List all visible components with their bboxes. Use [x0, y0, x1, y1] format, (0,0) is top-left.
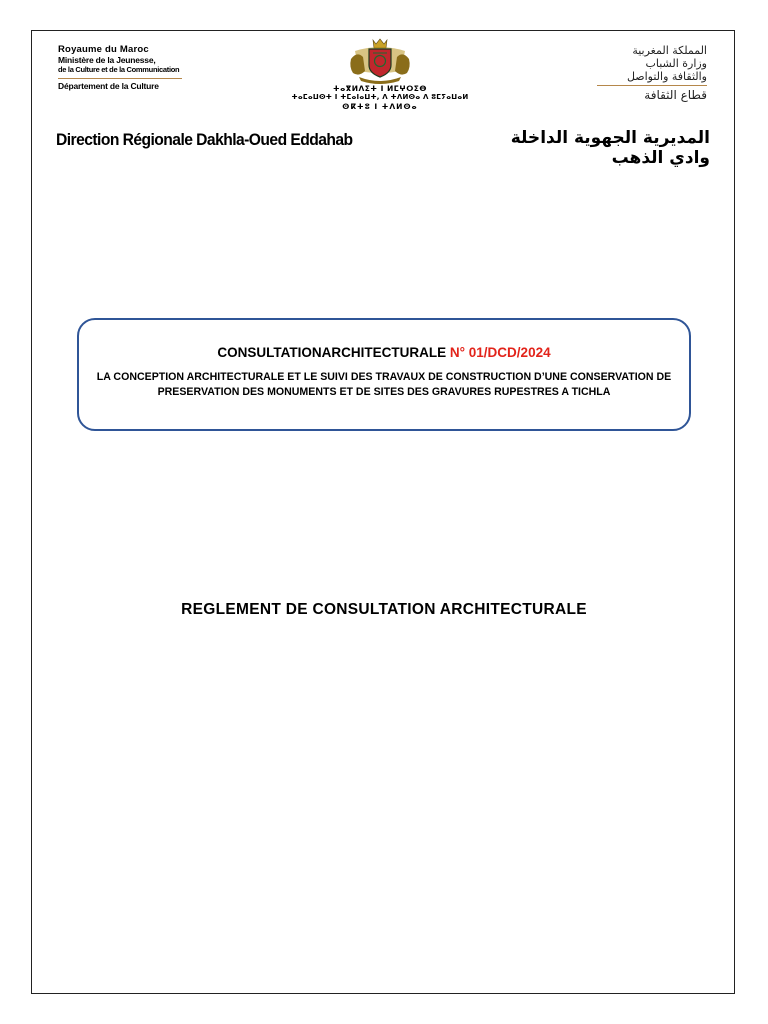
ministry-label-ar: وزارة الشباب: [645, 57, 707, 70]
consultation-subject: LA CONCEPTION ARCHITECTURALE ET LE SUIVI DES TRAVAUX DE CONSTRUCTION D’UNE CONSERVATION DE PRESERVATION DES MONUMENTS ET DE SITES DES GRAVURES RUPESTRES A TICHLA: [96, 371, 672, 398]
header-divider: [58, 78, 182, 79]
kingdom-label-ar: المملكة المغربية: [632, 44, 707, 57]
department-label: Département de la Culture: [58, 81, 159, 91]
coat-of-arms-icon: [343, 37, 417, 85]
header-divider-ar: [597, 85, 707, 86]
tifinagh-department: ⵙⴽⵜⵓ ⵏ ⵜⴷⵍⵙⴰ: [342, 102, 418, 111]
department-label-ar: قطاع الثقافة: [644, 88, 707, 102]
regional-direction-ar: المديرية الجهوية الداخلة وادي الذهب: [510, 128, 710, 168]
kingdom-label: Royaume du Maroc: [58, 44, 149, 55]
consultation-title-box: [77, 318, 691, 431]
ministry-label-ar-cont: والثقافة والتواصل: [626, 70, 707, 83]
consultation-number: N° 01/DCD/2024: [449, 345, 551, 360]
tifinagh-kingdom: ⵜⴰⴳⵍⴷⵉⵜ ⵏ ⵍⵎⵖⵔⵉⴱ: [333, 84, 427, 93]
ministry-header-fr: [58, 44, 188, 92]
regional-direction-fr: Direction Régionale Dakhla-Oued Eddahab: [56, 130, 353, 149]
tifinagh-ministry: ⵜⴰⵎⴰⵡⵙⵜ ⵏ ⵜⵎⴰⵏⴰⵡⵜ, ⴷ ⵜⴷⵍⵙⴰ ⴷ ⵓⵎⵢⴰⵡⴰⵍ: [291, 93, 469, 101]
document-title: REGLEMENT DE CONSULTATION ARCHITECTURALE: [181, 601, 587, 618]
consultation-type: CONSULTATIONARCHITECTURALE: [217, 345, 447, 360]
consultation-title: [79, 344, 689, 361]
ministry-label: Ministère de la Jeunesse,: [58, 55, 156, 65]
page-border: [31, 30, 735, 994]
ministry-header-ar: [575, 44, 707, 103]
ministry-label-cont: de la Culture et de la Communication: [58, 65, 180, 74]
